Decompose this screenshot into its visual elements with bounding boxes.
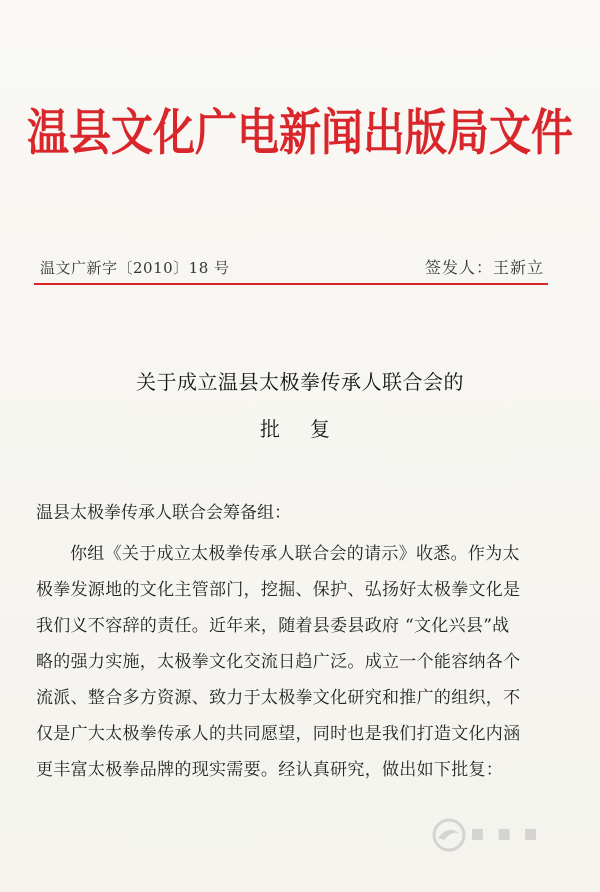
body-line: 略的强力实施，太极拳文化交流日趋广泛。成立一个能容纳各个 — [36, 652, 521, 672]
watermark-glyphs: ▪ ▪ ▪ — [470, 821, 541, 846]
body-line: 我们义不容辞的责任。近年来，随着县委县政府 “文化兴县”战 — [36, 616, 510, 636]
body-line: 更丰富太极拳品牌的现实需要。经认真研究，做出如下批复： — [36, 760, 504, 780]
body-line: 仅是广大太极拳传承人的共同愿望，同时也是我们打造文化内涵 — [36, 724, 521, 744]
watermark — [430, 816, 550, 854]
document-number: 温文广新字〔2010〕18 号 — [40, 259, 230, 277]
body-line: 极拳发源地的文化主管部门，挖掘、保护、弘扬好太极拳文化是 — [36, 580, 521, 600]
body-line: 你组《关于成立太极拳传承人联合会的请示》收悉。作为太 — [70, 544, 520, 564]
subject-title-line-2: 批复 — [260, 417, 360, 441]
red-divider-rule — [34, 283, 548, 285]
body-line: 流派、整合多方资源、致力于太极拳文化研究和推广的组织，不 — [36, 688, 521, 708]
document-header-title: 温县文化广电新闻出版局文件 — [26, 103, 573, 162]
addressee: 温县太极拳传承人联合会筹备组： — [36, 503, 291, 523]
swirl-logo-icon — [430, 816, 468, 854]
body-paragraph — [36, 536, 556, 788]
subject-title-line-1: 关于成立温县太极拳传承人联合会的 — [136, 370, 464, 394]
signer: 签发人：王新立 — [424, 258, 544, 277]
